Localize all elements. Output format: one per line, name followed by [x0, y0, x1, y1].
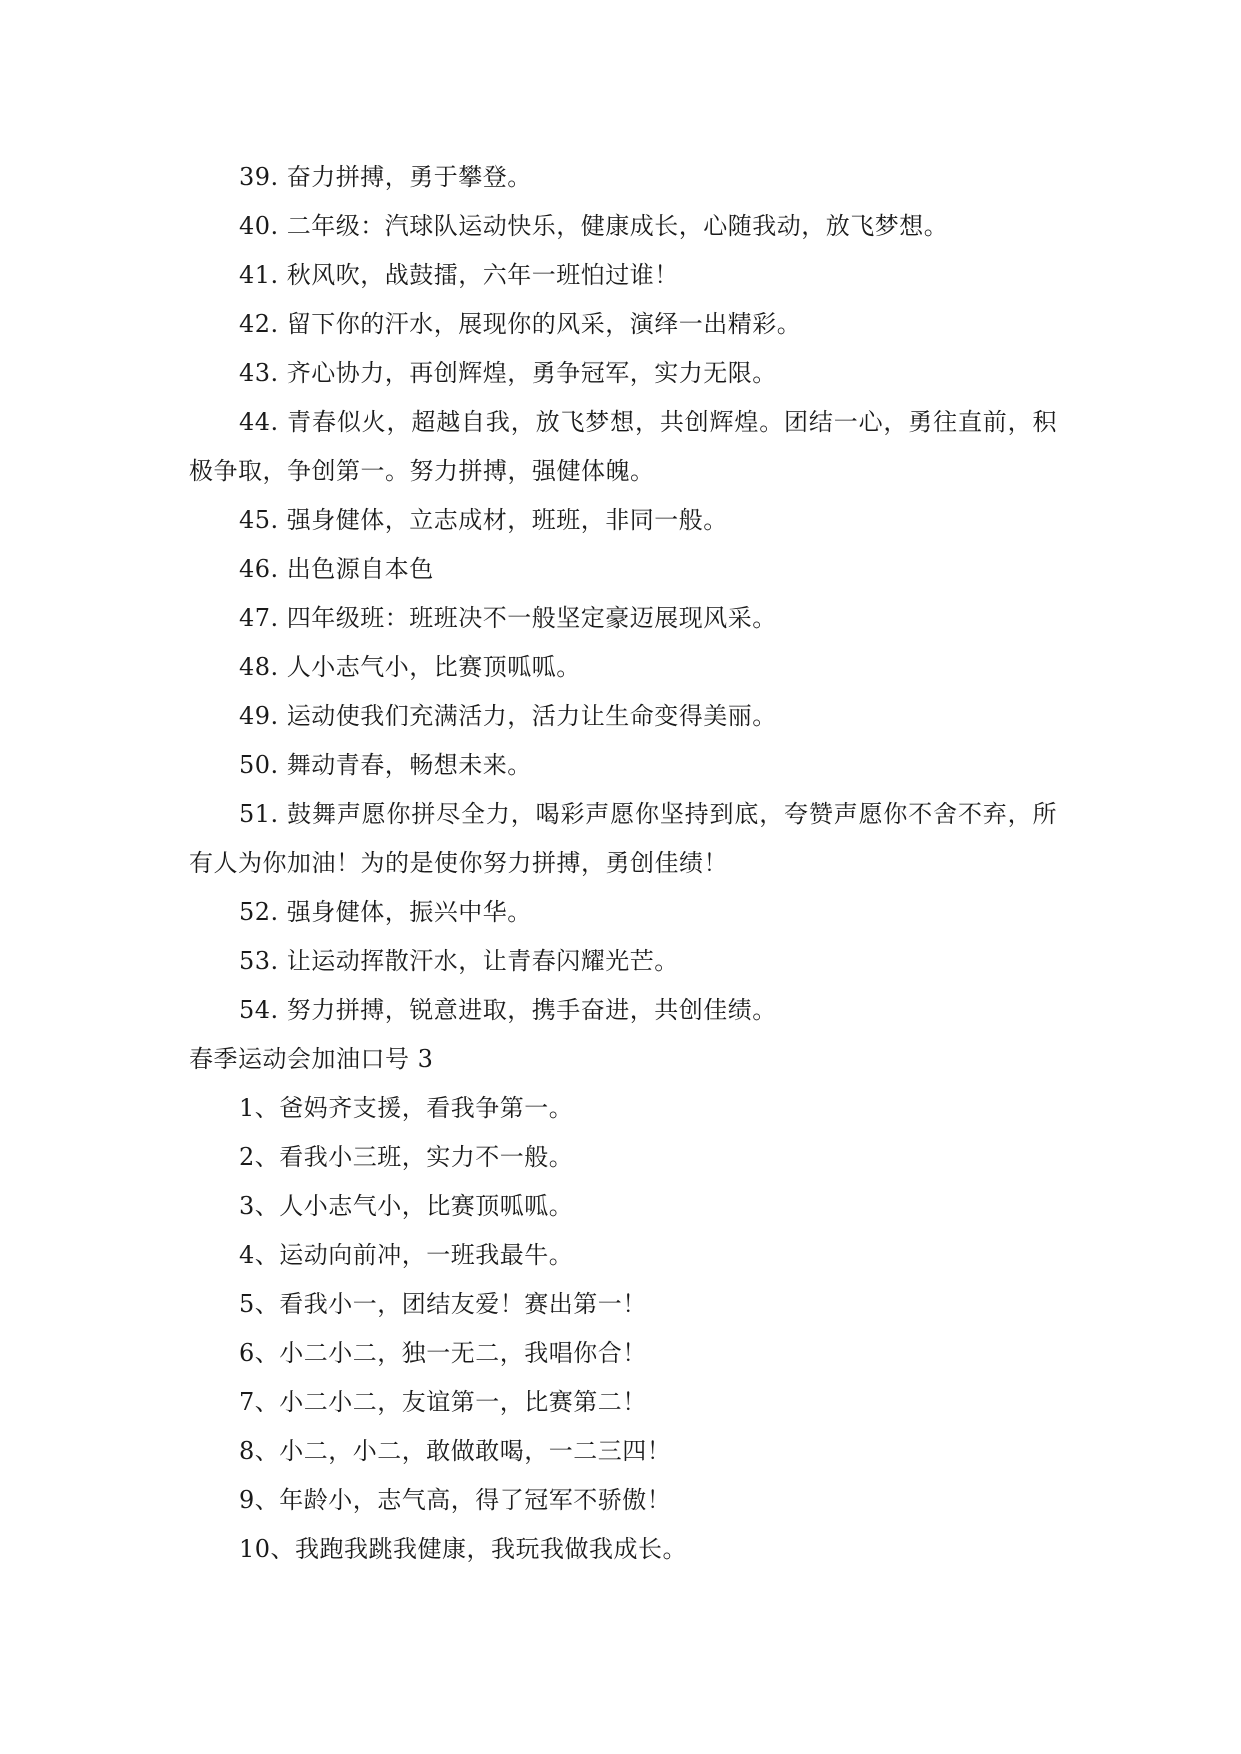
- slogan-44: 44. 青春似火，超越自我，放飞梦想，共创辉煌。团结一心，勇往直前，积极争取，争创第一。努力拼搏，强健体魄。: [189, 408, 1057, 485]
- slogan-3: 3、人小志气小，比赛顶呱呱。: [239, 1192, 574, 1220]
- slogan-39: 39. 奋力拼搏，勇于攀登。: [239, 163, 532, 191]
- slogan-43: 43. 齐心协力，再创辉煌，勇争冠军，实力无限。: [239, 359, 777, 387]
- slogan-47: 47. 四年级班：班班决不一般坚定豪迈展现风采。: [239, 604, 777, 632]
- slogan-4: 4、运动向前冲，一班我最牛。: [239, 1241, 574, 1269]
- slogan-46: 46. 出色源自本色: [239, 555, 434, 583]
- slogan-8: 8、小二，小二，敢做敢喝，一二三四！: [239, 1437, 672, 1465]
- slogan-54: 54. 努力拼搏，锐意进取，携手奋进，共创佳绩。: [239, 996, 777, 1024]
- slogan-1: 1、爸妈齐支援，看我争第一。: [239, 1094, 574, 1122]
- slogan-49: 49. 运动使我们充满活力，活力让生命变得美丽。: [239, 702, 777, 730]
- slogan-45: 45. 强身健体，立志成材，班班，非同一般。: [239, 506, 728, 534]
- slogan-9: 9、年龄小，志气高，得了冠军不骄傲！: [239, 1486, 672, 1514]
- slogan-5: 5、看我小一，团结友爱！赛出第一！: [239, 1290, 647, 1318]
- slogan-42: 42. 留下你的汗水，展现你的风采，演绎一出精彩。: [239, 310, 802, 338]
- slogan-50: 50. 舞动青春，畅想未来。: [239, 751, 532, 779]
- slogan-40: 40. 二年级：汽球队运动快乐，健康成长，心随我动，放飞梦想。: [239, 212, 949, 240]
- slogan-53: 53. 让运动挥散汗水，让青春闪耀光芒。: [239, 947, 679, 975]
- slogan-41: 41. 秋风吹，战鼓擂，六年一班怕过谁！: [239, 261, 679, 289]
- slogan-2: 2、看我小三班，实力不一般。: [239, 1143, 574, 1171]
- slogan-51: 51. 鼓舞声愿你拼尽全力，喝彩声愿你坚持到底，夸赞声愿你不舍不弃，所有人为你加油！为的是使你努力拼搏，勇创佳绩！: [189, 800, 1057, 877]
- section-heading: 春季运动会加油口号 3: [189, 1045, 434, 1073]
- document-body: [189, 153, 1057, 1574]
- slogan-6: 6、小二小二，独一无二，我唱你合！: [239, 1339, 647, 1367]
- slogan-10: 10、我跑我跳我健康，我玩我做我成长。: [239, 1535, 688, 1563]
- slogan-52: 52. 强身健体，振兴中华。: [239, 898, 532, 926]
- slogan-48: 48. 人小志气小，比赛顶呱呱。: [239, 653, 581, 681]
- slogan-7: 7、小二小二，友谊第一，比赛第二！: [239, 1388, 647, 1416]
